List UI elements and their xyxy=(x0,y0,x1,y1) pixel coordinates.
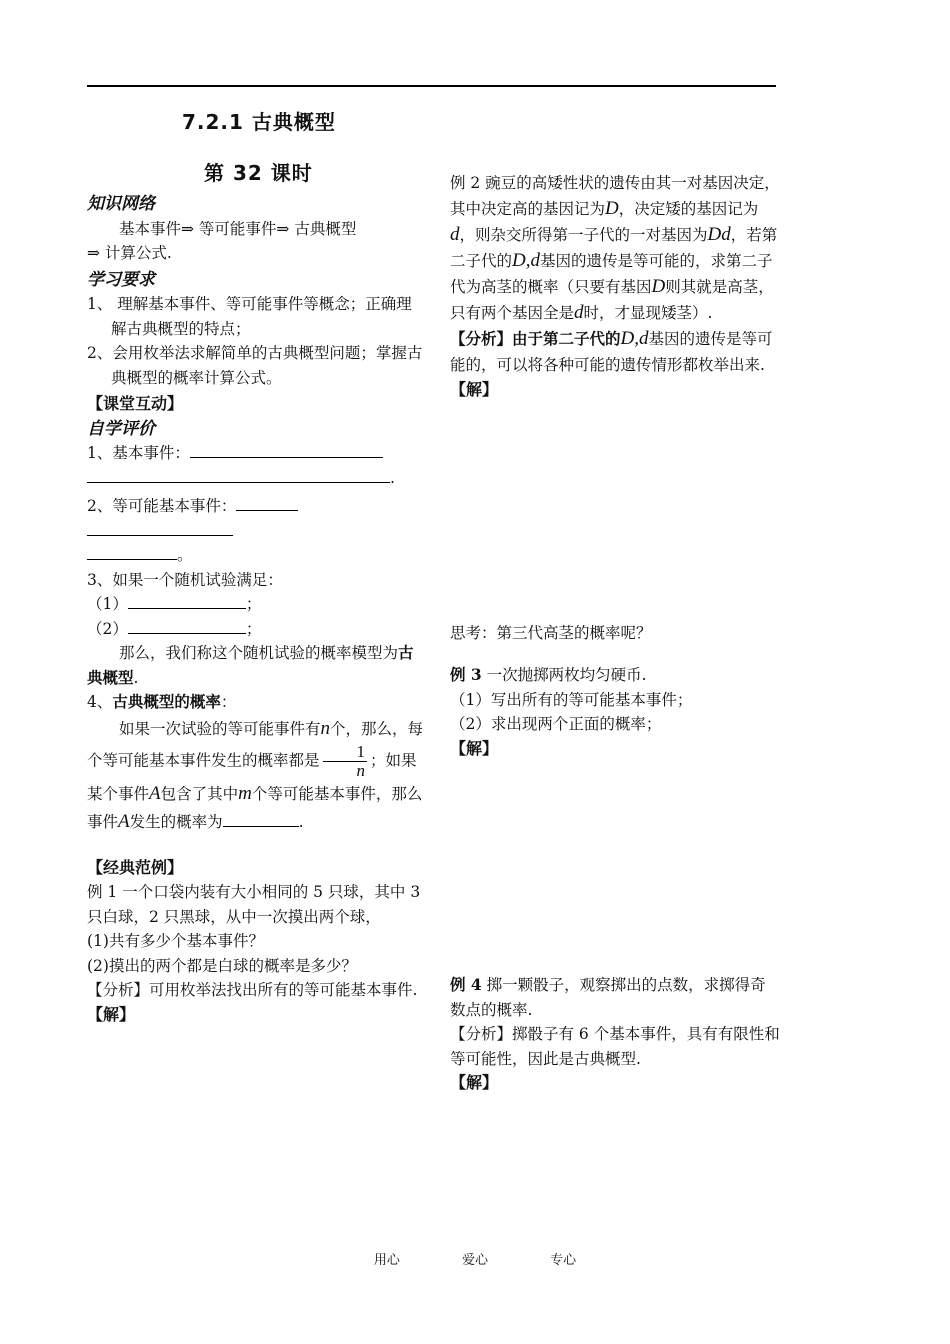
blank-line xyxy=(87,543,177,560)
example-2-solution: 【解】 xyxy=(450,380,499,399)
question-3: 3、如果一个随机试验满足： xyxy=(87,570,283,589)
footer-item-2: 爱心 xyxy=(461,1253,488,1268)
question-3-conclusion: 那么，我们称这个随机试验的概率模型为古典概型. xyxy=(87,643,414,687)
requirements-heading: 学习要求 xyxy=(87,269,155,290)
example-4-text: 例 4 掷一颗骰子，观察掷出的点数，求掷得奇数点的概率. xyxy=(450,975,766,1019)
knowledge-line-2: ⇒ 计算公式. xyxy=(87,244,172,262)
question-2-cont2: 。 xyxy=(87,543,427,568)
question-4-heading: 4、古典概型的概率： xyxy=(87,692,237,711)
question-4-body: 如果一次试验的等可能事件有n个，那么，每个等可能基本事件发生的概率都是 $\frac{1}{n}$ ；如果某个事件A包含了其中m个等可能基本事件，那么事件A发生的概率为 . xyxy=(87,717,424,832)
lesson-title: 7.2.1 古典概型 xyxy=(182,110,336,134)
example-1-analysis: 【分析】可用枚举法找出所有的等可能基本事件. xyxy=(87,981,418,999)
question-2: 2、等可能基本事件： xyxy=(87,494,427,519)
question-3-condition-1: （1） ； xyxy=(87,592,427,617)
question-1-cont: . xyxy=(87,466,427,491)
examples-heading: 【经典范例】 xyxy=(87,857,184,877)
example-3-question-2: （2）求出现两个正面的概率； xyxy=(450,715,662,733)
example-3-text: 例 3 一次抛掷两枚均匀硬币. xyxy=(450,665,647,684)
blank-line xyxy=(223,810,299,827)
example-4-analysis: 【分析】掷骰子有 6 个基本事件，具有有限性和等可能性，因此是古典概型. xyxy=(450,1025,780,1068)
period-title: 第 32 课时 xyxy=(204,161,313,185)
footer-item-3: 专心 xyxy=(550,1253,577,1268)
knowledge-heading: 知识网络 xyxy=(87,194,155,214)
question-2-cont xyxy=(87,519,427,544)
blank-line xyxy=(128,592,246,609)
blank-line xyxy=(190,441,383,458)
classroom-heading: 【课堂互动】 xyxy=(87,394,184,413)
footer-item-1: 用心 xyxy=(373,1253,400,1268)
example-1-text: 例 1 一个口袋内装有大小相同的 5 只球，其中 3 只白球，2 只黑球，从中一次摸出两个球， xyxy=(87,883,421,926)
requirement-item-1: 1、 理解基本事件、等可能事件等概念；正确理解古典概型的特点； xyxy=(87,295,412,338)
example-2-analysis: 【分析】由于第二子代的D,d基因的遗传是等可能的，可以将各种可能的遗传情形都枚举出来. xyxy=(450,328,773,374)
example-2-text: 例 2 豌豆的高矮性状的遗传由其一对基因决定，其中决定高的基因记为D，决定矮的基因记为d，则杂交所得第一子代的一对基因为Dd，若第二子代的D,d基因的遗传是等可能的，求第二子代为高茎的概率（只要有基因D则其就是高茎，只有两个基因全是d时，才显现矮茎）. xyxy=(450,174,780,323)
blank-line xyxy=(87,519,233,536)
question-3-condition-2: （2） ； xyxy=(87,617,427,642)
blank-line xyxy=(128,617,246,634)
example-4-solution: 【解】 xyxy=(450,1073,499,1092)
right-column xyxy=(450,170,780,1096)
self-eval-heading: 自学评价 xyxy=(87,418,155,439)
think-question: 思考：第三代高茎的概率呢？ xyxy=(450,623,652,642)
left-column xyxy=(87,192,427,1027)
example-3-solution: 【解】 xyxy=(450,738,499,758)
knowledge-line-1: 基本事件⇒ 等可能事件⇒ 古典概型 xyxy=(119,219,357,238)
question-1: 1、基本事件： xyxy=(87,441,427,466)
requirement-item-2: 2、会用枚举法求解简单的古典概型问题；掌握古典概型的概率计算公式。 xyxy=(87,344,423,387)
example-1-solution: 【解】 xyxy=(87,1004,136,1024)
header-rule xyxy=(87,85,776,87)
fraction-1-over-n: $\frac{1}{n}$ xyxy=(323,743,368,780)
example-3-question-1: （1）写出所有的等可能基本事件； xyxy=(450,690,693,709)
blank-line xyxy=(236,494,298,511)
blank-line xyxy=(87,466,390,483)
example-1-question-2: (2)摸出的两个都是白球的概率是多少？ xyxy=(87,956,357,975)
example-1-question-1: (1)共有多少个基本事件？ xyxy=(87,932,264,950)
footer xyxy=(0,1249,950,1268)
